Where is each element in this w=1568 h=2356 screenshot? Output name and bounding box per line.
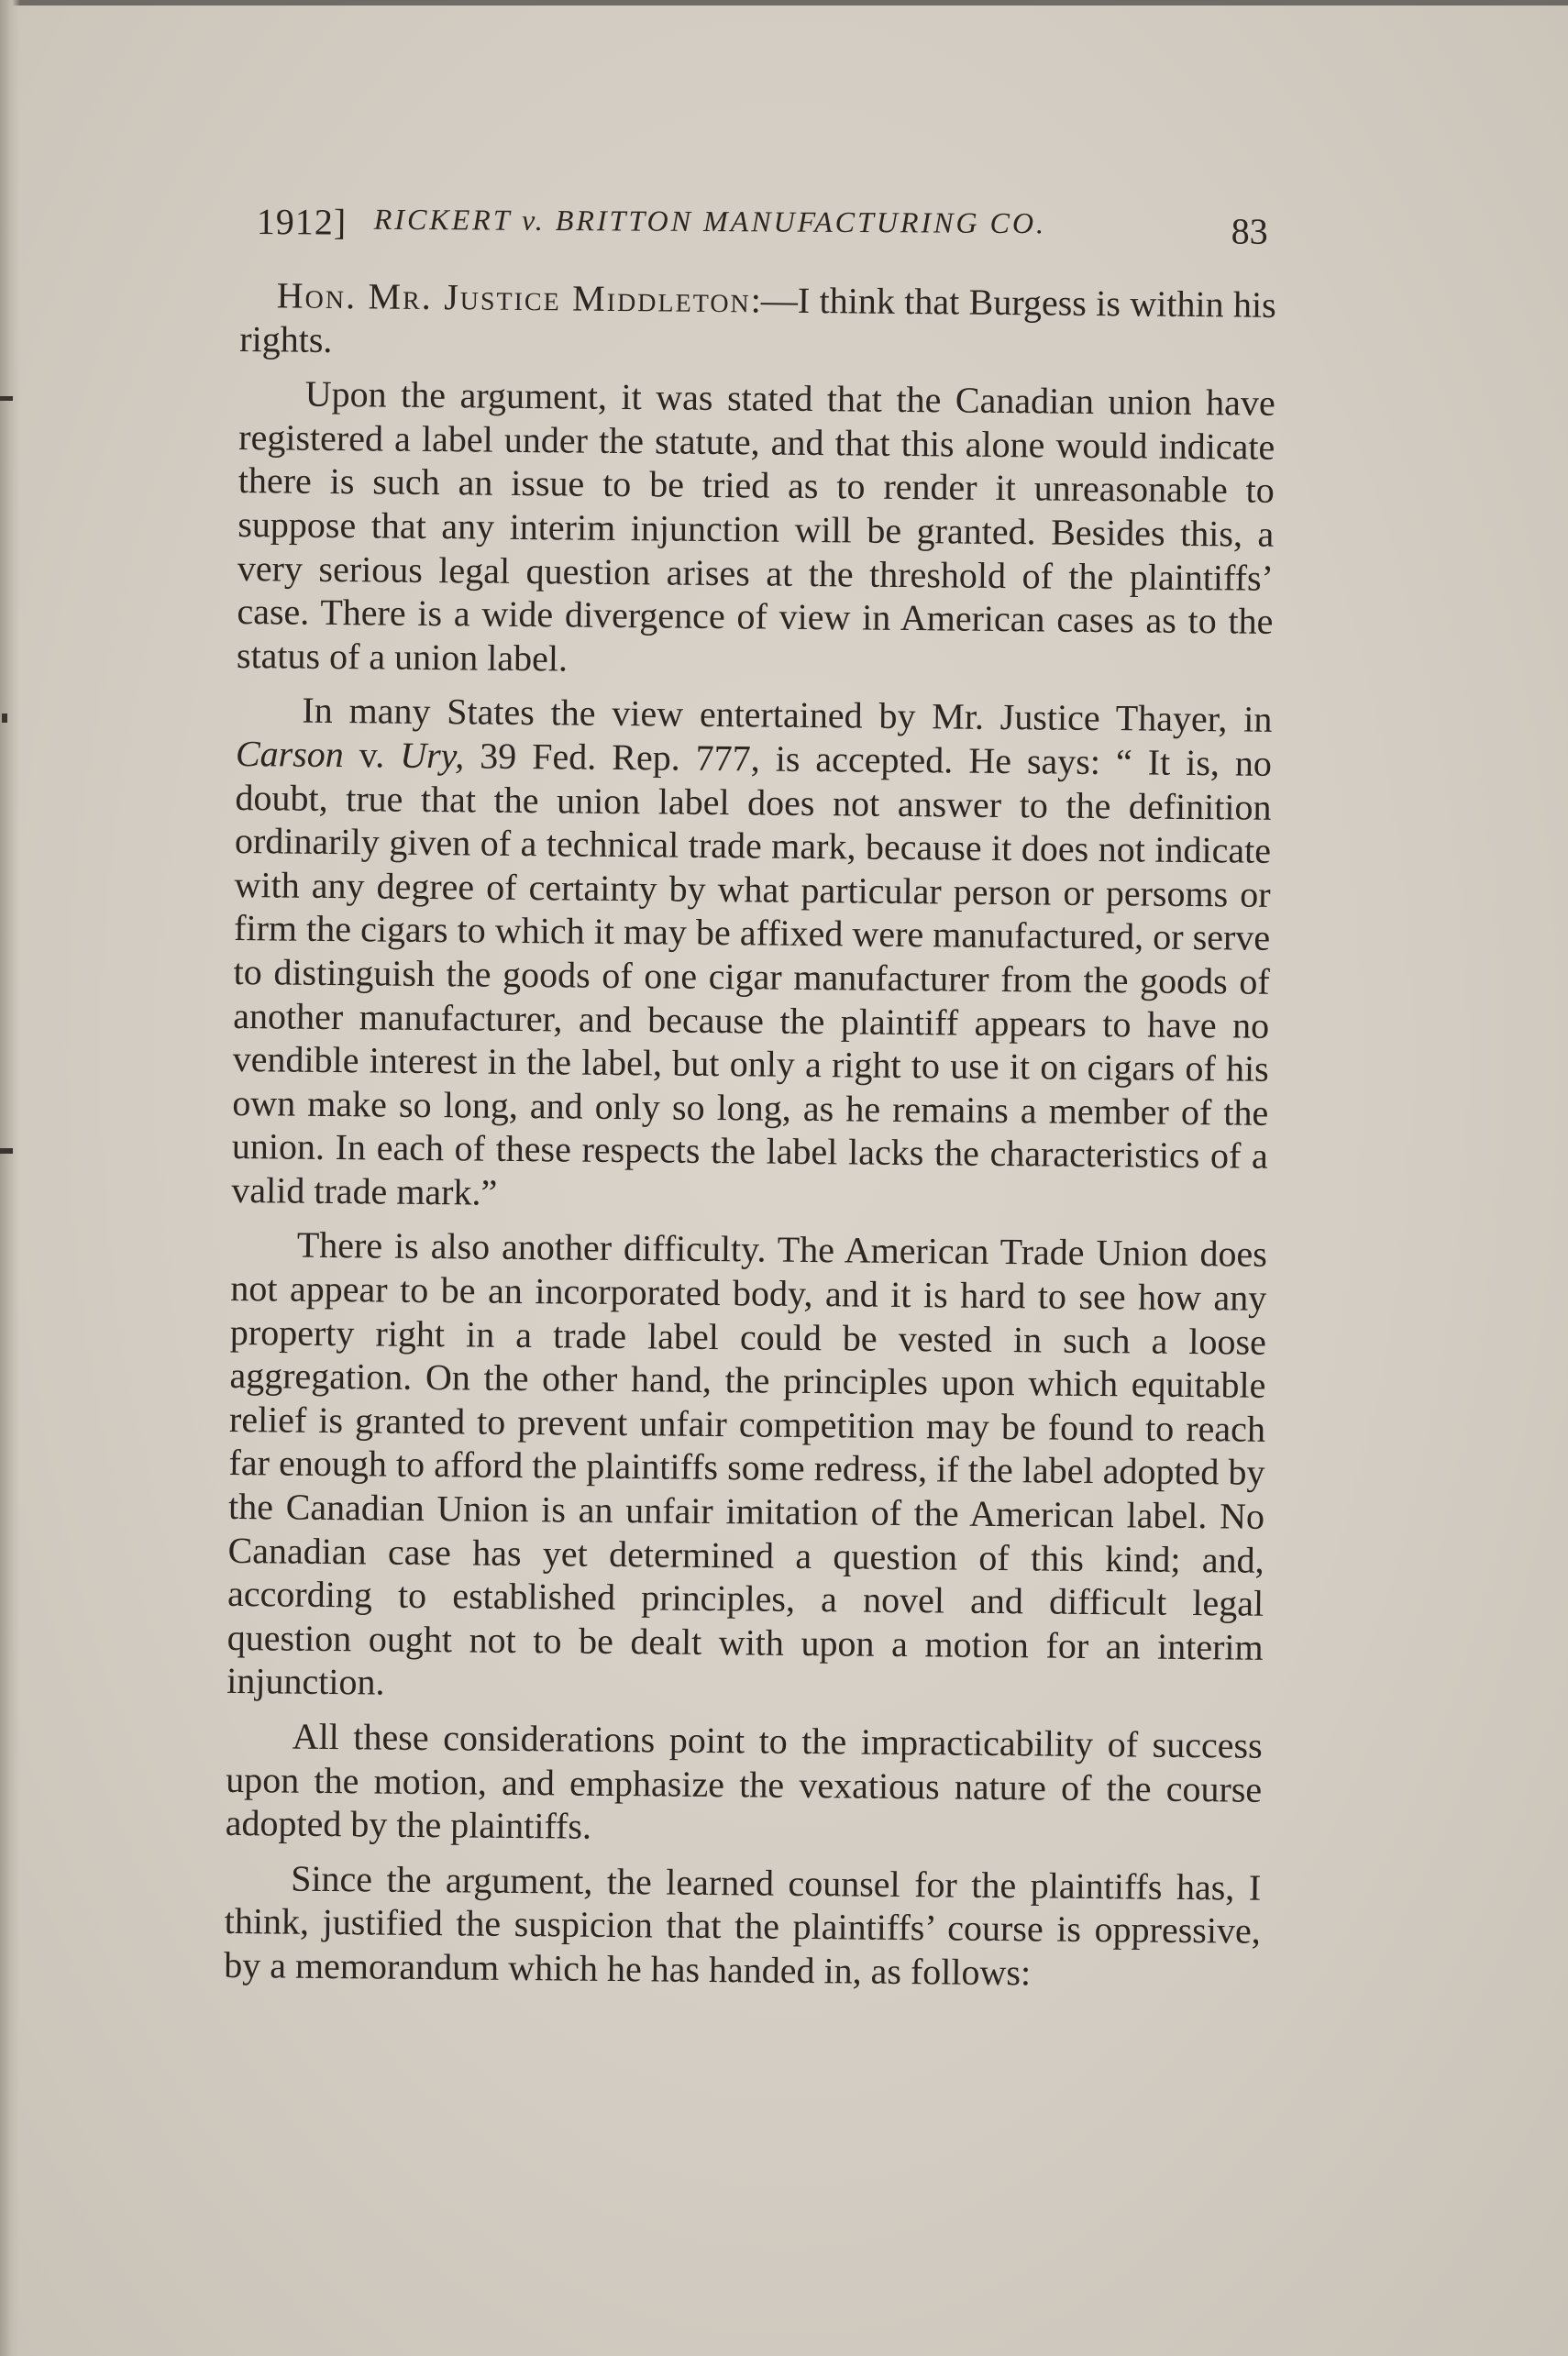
paragraph	[239, 273, 1276, 371]
paragraph-text: 39 Fed. Rep. 777, is accepted. He says: “ It is, no doubt, true that the union label does not answer to the definition ordinarily given of a technical trade mark, because it does not indicate with any degree of certainty by what particular person or persoms or firm the cigars to which it may be affixed were manufactured, or serve to distinguish the goods of one cigar manufacturer from the goods of another manufacturer, and because the plaintiff appears to have no vendible interest in the label, but only a right to use it on cigars of his own make so long, and only so long, as he remains a member of the union. In each of these respects the label lacks the characteristics of a valid trade mark.”	[231, 735, 1273, 1213]
body-text	[224, 273, 1276, 2008]
header-page-number: 83	[1231, 210, 1268, 252]
binding-thread-mark	[0, 396, 13, 401]
page-top-edge	[0, 0, 1568, 6]
paragraph: There is also another difficulty. The American Trade Union does not appear to be an incorporated body, and it is hard to see how any property right in a trade label could be vested in such a loose aggregation. On the other hand, the principles upon which equitable relief is granted to prevent unfair competition may be found to reach far enough to afford the plaintiffs some redress, if the label adopted by the Canadian Union is an unfair imitation of the American label. No Canadian case has yet determined a question of this kind; and, according to established principles, a novel and difficult legal question ought not to be dealt with upon a motion for an interim injunction.	[226, 1224, 1267, 1703]
paragraph-text: :—I think that Burgess is within his rights.	[239, 279, 1276, 360]
case-name-plaintiff: Carson	[235, 732, 344, 776]
paragraph: All these considerations point to the impracticability of success upon the motion, and emphasize the vexatious nature of the course adopted by the plaintiffs.	[225, 1715, 1263, 1847]
header-year: 1912]	[256, 200, 348, 243]
case-versus: v.	[343, 734, 401, 776]
header-running-title: RICKERT v. BRITTON MANUFACTURING CO.	[373, 202, 1047, 240]
paragraph-text: In many States the view entertained by Mr. Justice Thayer, in	[302, 690, 1273, 741]
paragraph: Upon the argument, it was stated that the Canadian union have registered a label under the statute, and that this alone would indicate there is such an issue to be tried as to render it unreasonable to suppose that any interim injunction will be granted. Besides this, a very serious legal question arises at the threshold of the plaintiffs’ case. There is a wide divergence of view in American cases as to the status of a union label.	[236, 372, 1275, 680]
case-name-defendant: Ury,	[400, 734, 465, 777]
paragraph	[231, 688, 1272, 1222]
running-header	[257, 191, 1275, 252]
binding-thread-mark	[2, 713, 7, 723]
binding-edge	[0, 0, 20, 2356]
speaker-name: Hon. Mr. Justice Middleton	[276, 274, 751, 321]
binding-thread-mark	[0, 1148, 13, 1154]
paragraph: Since the argument, the learned counsel for the plaintiffs has, I think, justified the suspicion that the plaintiffs’ course is oppressive, by a memorandum which he has handed in, as follows:	[224, 1857, 1262, 1994]
